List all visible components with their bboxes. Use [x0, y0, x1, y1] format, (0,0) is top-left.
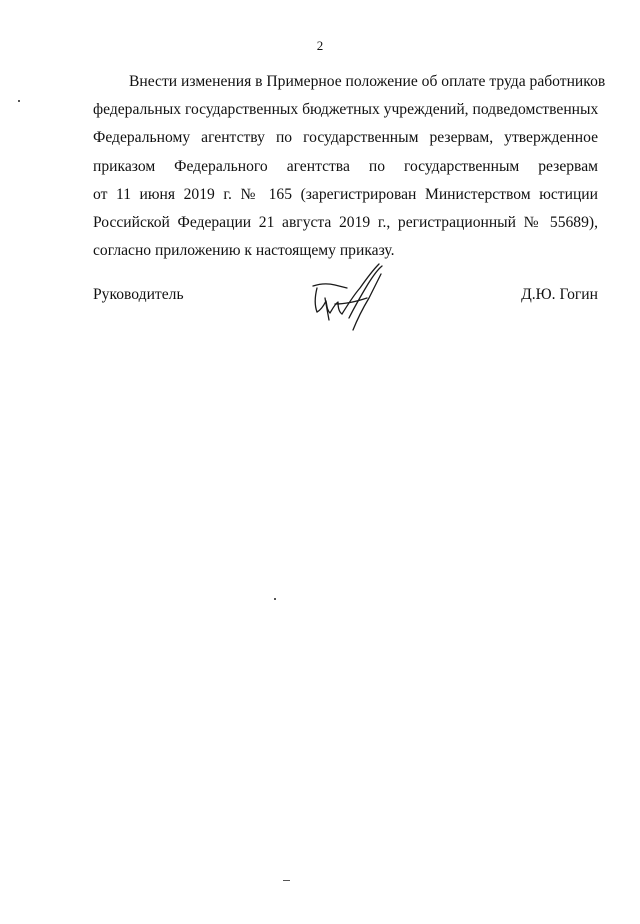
order-text-line: федеральных государственных бюджетных учреждений, подведомственных — [93, 101, 599, 119]
scan-speck — [18, 100, 20, 102]
order-text — [93, 68, 606, 265]
order-text-line: Российской Федерации 21 августа 2019 г., регистрационный № 55689), — [93, 214, 598, 232]
position-title: Руководитель — [93, 286, 184, 303]
scan-speck — [274, 598, 276, 600]
order-text-line: Внести изменения в Примерное положение об оплате труда работников — [129, 73, 606, 90]
page-number: 2 — [316, 38, 324, 53]
order-text-line: согласно приложению к настоящему приказу. — [93, 242, 395, 260]
order-text-line: от 11 июня 2019 г. № 165 (зарегистрирован Министерством юстиции — [93, 185, 598, 203]
scan-speck — [283, 880, 290, 881]
handwritten-signature — [305, 258, 395, 338]
order-text-line: Федеральному агентству по государственным резервам, утвержденное — [93, 129, 598, 147]
signer-name: Д.Ю. Гогин — [521, 286, 598, 303]
order-text-line: приказом Федерального агентства по государственным резервам — [93, 157, 598, 175]
